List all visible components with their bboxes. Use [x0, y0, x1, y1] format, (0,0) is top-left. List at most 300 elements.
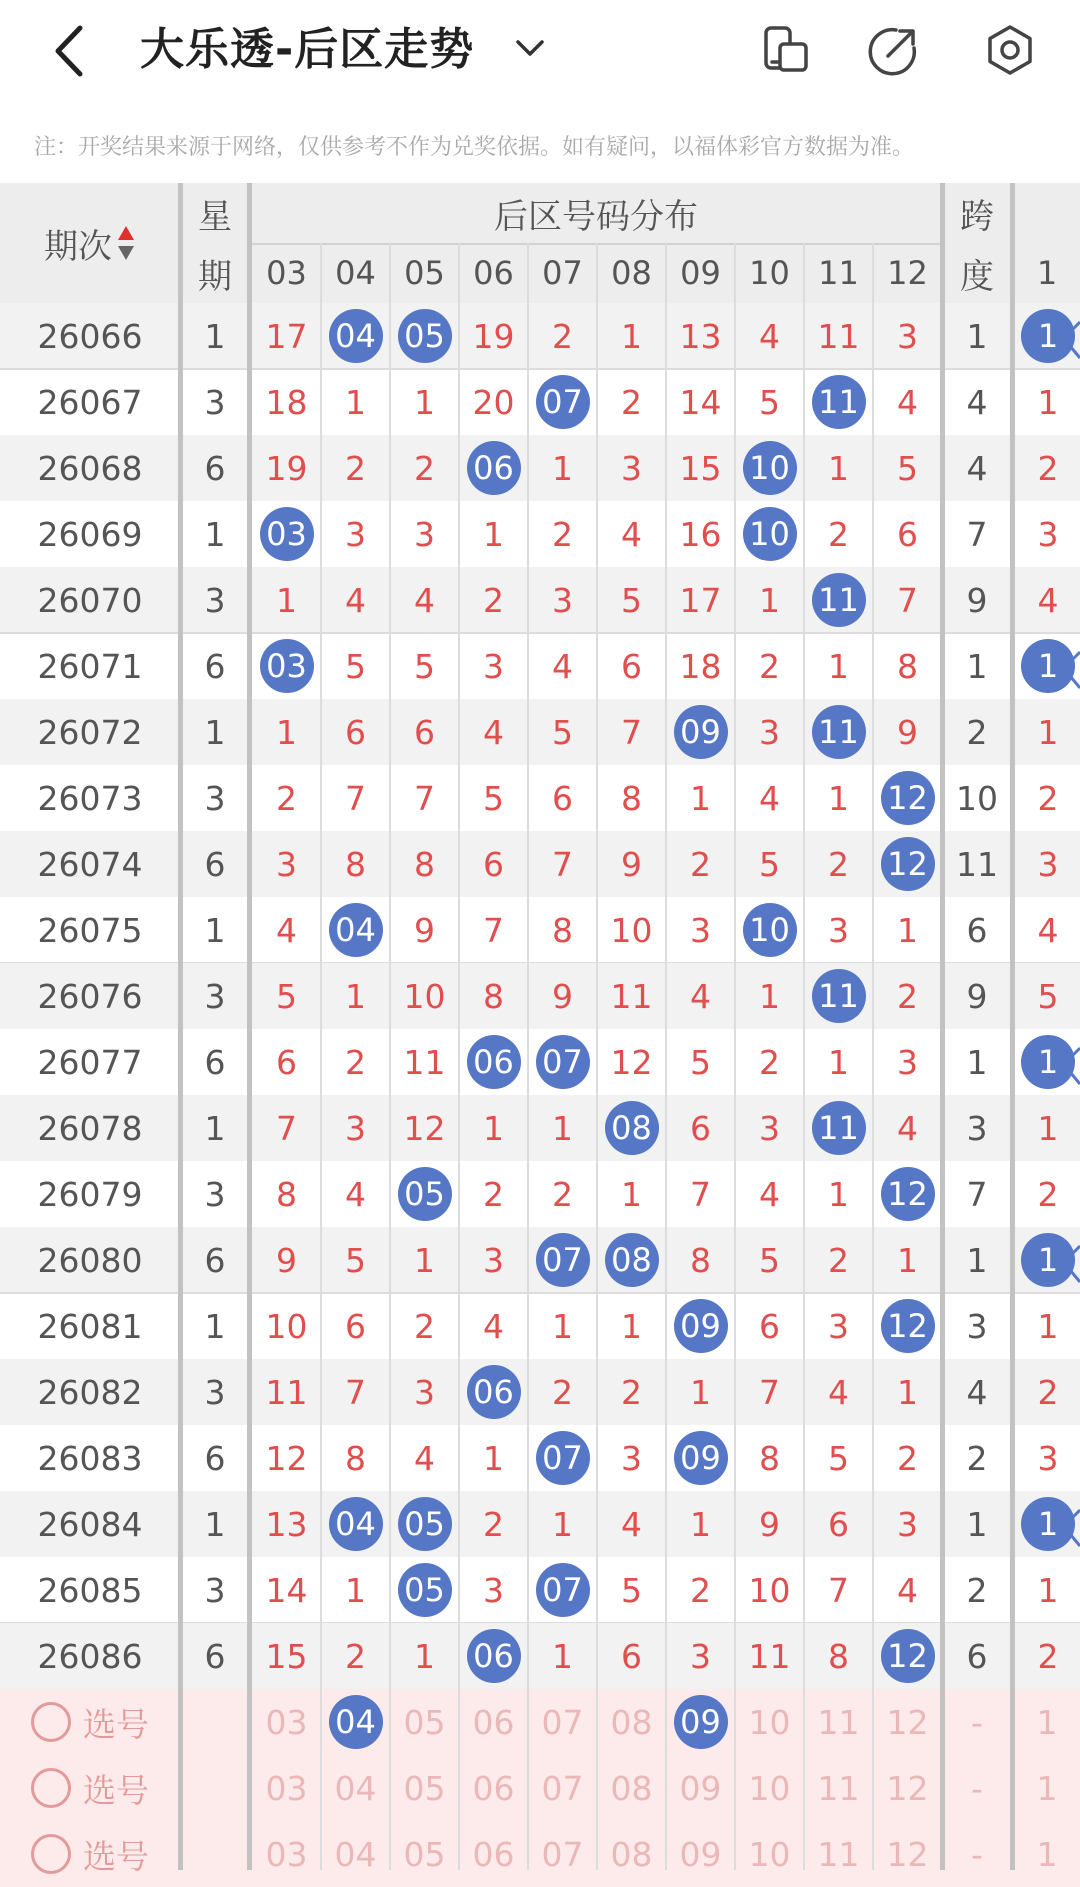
number-cell: 6: [345, 712, 366, 752]
span-cell: 2: [966, 1570, 988, 1610]
number-cell: 11: [265, 1372, 308, 1412]
number-cell: 3: [759, 1108, 780, 1148]
pick-number[interactable]: 07: [541, 1768, 584, 1808]
pick-span: -: [971, 1834, 983, 1874]
extra-cell: 3: [1037, 1438, 1059, 1478]
number-cell: 3: [621, 1438, 642, 1478]
span-cell: 7: [966, 514, 988, 554]
pick-number[interactable]: 09: [679, 1834, 722, 1874]
weekday-cell: 6: [204, 1438, 226, 1478]
pick-extra[interactable]: 1: [1036, 1834, 1058, 1874]
number-cell: 10: [610, 910, 653, 950]
number-cell: 8: [414, 844, 435, 884]
number-cell: 19: [265, 448, 308, 488]
drawn-ball: 05: [398, 309, 452, 363]
table-row: [0, 1293, 1080, 1359]
pick-number[interactable]: 07: [541, 1834, 584, 1874]
pick-number[interactable]: 12: [886, 1768, 929, 1808]
drawn-ball: 12: [881, 771, 935, 825]
selected-ball[interactable]: 04: [329, 1695, 383, 1749]
table-row: [0, 765, 1080, 831]
pick-number[interactable]: 06: [472, 1702, 515, 1742]
column-divider: [527, 243, 529, 1870]
share-icon[interactable]: [866, 22, 922, 78]
number-cell: 1: [621, 1306, 642, 1346]
pick-number[interactable]: 04: [334, 1834, 377, 1874]
number-cell: 1: [621, 1174, 642, 1214]
number-cell: 5: [759, 1240, 780, 1280]
number-cell: 1: [345, 976, 366, 1016]
chevron-down-icon[interactable]: [510, 26, 550, 70]
weekday-cell: 6: [204, 1636, 226, 1676]
pick-number[interactable]: 05: [403, 1702, 446, 1742]
number-cell: 15: [679, 448, 722, 488]
drawn-ball: 11: [812, 705, 866, 759]
pick-number[interactable]: 05: [403, 1768, 446, 1808]
settings-icon[interactable]: [982, 22, 1038, 78]
pick-number[interactable]: 10: [748, 1702, 791, 1742]
chevron-left-icon[interactable]: [40, 16, 100, 86]
drawn-ball: 11: [812, 573, 866, 627]
extra-cell: 3: [1037, 514, 1059, 554]
drawn-ball: 05: [398, 1167, 452, 1221]
number-cell: 5: [552, 712, 573, 752]
pick-extra[interactable]: 1: [1036, 1702, 1058, 1742]
extra-cell: 4: [1037, 580, 1059, 620]
number-cell: 2: [759, 646, 780, 686]
pick-number[interactable]: 08: [610, 1702, 653, 1742]
number-cell: 10: [403, 976, 446, 1016]
drawn-ball: 1: [1021, 639, 1075, 693]
number-cell: 1: [621, 316, 642, 356]
number-cell: 3: [414, 1372, 435, 1412]
number-cell: [666, 1425, 735, 1491]
column-divider: [458, 243, 460, 1870]
drawn-ball: 09: [674, 1431, 728, 1485]
number-cell: 8: [276, 1174, 297, 1214]
pick-number[interactable]: 04: [334, 1768, 377, 1808]
number-cell: 4: [621, 514, 642, 554]
pick-selector[interactable]: [0, 1689, 180, 1755]
number-cell: 7: [897, 580, 918, 620]
drawn-ball: 1: [1021, 1233, 1075, 1287]
pick-label: 选号: [83, 1836, 149, 1876]
number-cell: 9: [414, 910, 435, 950]
table-row: [0, 369, 1080, 435]
number-cell: 6: [621, 646, 642, 686]
number-cell: 4: [552, 646, 573, 686]
number-cell: 7: [552, 844, 573, 884]
number-cell: 4: [759, 316, 780, 356]
drawn-ball: 10: [743, 903, 797, 957]
table-row: [0, 897, 1080, 963]
number-cell: 5: [276, 976, 297, 1016]
extra-cell: 1: [1037, 1108, 1059, 1148]
drawn-ball: 07: [536, 1035, 590, 1089]
number-cell: [459, 435, 528, 501]
span-cell: 3: [966, 1306, 988, 1346]
number-cell: 9: [621, 844, 642, 884]
span-cell: 1: [966, 1042, 988, 1082]
number-cell: 13: [265, 1504, 308, 1544]
number-cell: 6: [483, 844, 504, 884]
number-cell: [873, 831, 942, 897]
col-span-header-top: 跨: [960, 196, 994, 237]
number-cell: 2: [621, 382, 642, 422]
drawn-ball: 07: [536, 1233, 590, 1287]
number-cell: 2: [414, 448, 435, 488]
drawn-ball: 07: [536, 1431, 590, 1485]
number-cell: [804, 567, 873, 633]
pick-number[interactable]: 11: [817, 1834, 860, 1874]
period-cell: 26075: [37, 910, 143, 950]
number-cell: [528, 1425, 597, 1491]
drawn-ball: 08: [605, 1233, 659, 1287]
number-cell: 1: [552, 448, 573, 488]
number-cell: 3: [828, 910, 849, 950]
number-cell: [873, 765, 942, 831]
table-row: [0, 501, 1080, 567]
weekday-cell: 6: [204, 448, 226, 488]
radio-icon[interactable]: [31, 1834, 71, 1874]
number-cell: 20: [472, 382, 515, 422]
number-cell: 2: [621, 1372, 642, 1412]
pick-extra[interactable]: 1: [1036, 1768, 1058, 1808]
table-row: [0, 1359, 1080, 1425]
number-cell: [390, 303, 459, 369]
number-cell: [459, 1029, 528, 1095]
number-cell: [321, 303, 390, 369]
number-cell: 4: [483, 1306, 504, 1346]
number-cell: 9: [897, 712, 918, 752]
number-cell: 6: [414, 712, 435, 752]
number-cell: 9: [276, 1240, 297, 1280]
number-cell: 3: [690, 910, 711, 950]
number-cell: 15: [265, 1636, 308, 1676]
span-cell: 2: [966, 1438, 988, 1478]
number-cell: 4: [345, 580, 366, 620]
number-cell: 2: [276, 778, 297, 818]
pick-number[interactable]: 06: [472, 1834, 515, 1874]
period-cell: 26077: [37, 1042, 143, 1082]
drawn-ball: 09: [674, 1299, 728, 1353]
number-cell: 11: [610, 976, 653, 1016]
table-row: [0, 1095, 1080, 1161]
drawn-ball: 04: [329, 903, 383, 957]
number-cell: 3: [690, 1636, 711, 1676]
number-cell: 7: [621, 712, 642, 752]
number-cell: [321, 897, 390, 963]
weekday-cell: 1: [204, 712, 226, 752]
selected-ball[interactable]: 09: [674, 1695, 728, 1749]
pick-number[interactable]: 09: [679, 1768, 722, 1808]
weekday-cell: 1: [204, 1504, 226, 1544]
drawn-ball: 11: [812, 1101, 866, 1155]
number-cell: 6: [759, 1306, 780, 1346]
number-cell: 4: [897, 382, 918, 422]
page-title[interactable]: 大乐透-后区走势: [140, 24, 475, 75]
span-cell: 2: [966, 712, 988, 752]
number-cell: [390, 1161, 459, 1227]
weekday-cell: 6: [204, 1240, 226, 1280]
col-number-header: 11: [818, 254, 859, 292]
number-cell: 2: [345, 1636, 366, 1676]
drawn-ball: 10: [743, 507, 797, 561]
col-number-header: 03: [266, 254, 307, 292]
number-cell: 2: [828, 514, 849, 554]
disclaimer-notice: 注：开奖结果来源于网络，仅供参考不作为兑奖依据。如有疑问，以福体彩官方数据为准。: [34, 135, 915, 160]
drawn-ball: 06: [467, 1035, 521, 1089]
drawn-ball: 1: [1021, 1035, 1075, 1089]
pick-number[interactable]: 10: [748, 1768, 791, 1808]
number-cell: [804, 1095, 873, 1161]
pick-number[interactable]: 12: [886, 1834, 929, 1874]
number-cell: 16: [679, 514, 722, 554]
drawn-ball: 07: [536, 375, 590, 429]
number-cell: 3: [483, 1570, 504, 1610]
number-cell: [252, 633, 321, 699]
pick-number[interactable]: 08: [610, 1834, 653, 1874]
pick-number[interactable]: [321, 1689, 390, 1755]
sort-icon[interactable]: [116, 224, 136, 262]
number-cell: 8: [897, 646, 918, 686]
number-cell: 1: [345, 382, 366, 422]
column-divider: [734, 243, 736, 1870]
number-cell: [528, 1029, 597, 1095]
period-cell: 26066: [37, 316, 143, 356]
number-cell: [597, 1227, 666, 1293]
period-cell: 26081: [37, 1306, 143, 1346]
number-cell: 2: [552, 1174, 573, 1214]
pick-span: -: [971, 1702, 983, 1742]
number-cell: 9: [759, 1504, 780, 1544]
drawn-ball: 09: [674, 705, 728, 759]
period-cell: 26072: [37, 712, 143, 752]
weekday-cell: 6: [204, 1042, 226, 1082]
number-cell: 2: [414, 1306, 435, 1346]
number-cell: 12: [265, 1438, 308, 1478]
period-cell: 26079: [37, 1174, 143, 1214]
period-cell: 26085: [37, 1570, 143, 1610]
span-cell: 9: [966, 580, 988, 620]
number-cell: [873, 1623, 942, 1689]
number-cell: [735, 435, 804, 501]
extra-cell: [1018, 633, 1078, 699]
drawn-ball: 06: [467, 441, 521, 495]
column-divider: [178, 183, 183, 1870]
device-switch-icon[interactable]: [758, 22, 814, 78]
extra-cell: [1018, 1029, 1078, 1095]
pick-label: 选号: [83, 1770, 149, 1810]
number-cell: [804, 369, 873, 435]
number-cell: 2: [483, 1174, 504, 1214]
number-cell: 8: [345, 1438, 366, 1478]
number-cell: 6: [552, 778, 573, 818]
weekday-cell: 3: [204, 778, 226, 818]
number-cell: 1: [828, 778, 849, 818]
weekday-cell: 1: [204, 910, 226, 950]
extra-cell: [1018, 1491, 1078, 1557]
number-cell: [597, 1095, 666, 1161]
number-cell: 1: [414, 382, 435, 422]
drawn-ball: 12: [881, 1299, 935, 1353]
pick-number[interactable]: 03: [265, 1702, 308, 1742]
number-cell: 1: [828, 646, 849, 686]
number-cell: 12: [610, 1042, 653, 1082]
pick-number[interactable]: 06: [472, 1768, 515, 1808]
pick-number[interactable]: 03: [265, 1768, 308, 1808]
number-cell: 3: [759, 712, 780, 752]
number-cell: 3: [897, 1042, 918, 1082]
number-cell: [666, 699, 735, 765]
period-cell: 26076: [37, 976, 143, 1016]
number-cell: 4: [276, 910, 297, 950]
col-span-header-bottom: 度: [960, 256, 994, 297]
number-cell: 8: [759, 1438, 780, 1478]
weekday-cell: 1: [204, 514, 226, 554]
extra-cell: 1: [1037, 1306, 1059, 1346]
number-cell: 1: [897, 1240, 918, 1280]
period-cell: 26078: [37, 1108, 143, 1148]
column-divider: [320, 243, 322, 1870]
pick-number[interactable]: 07: [541, 1702, 584, 1742]
extra-col-header: 1: [1036, 254, 1058, 292]
number-cell: 1: [483, 514, 504, 554]
table-row: [0, 633, 1080, 699]
extra-cell: 5: [1037, 976, 1059, 1016]
column-divider: [596, 243, 598, 1870]
column-divider: [665, 243, 667, 1870]
number-cell: 1: [483, 1438, 504, 1478]
number-cell: [321, 1491, 390, 1557]
drawn-ball: 1: [1021, 309, 1075, 363]
number-cell: 1: [483, 1108, 504, 1148]
drawn-ball: 03: [260, 507, 314, 561]
pick-number[interactable]: 12: [886, 1702, 929, 1742]
number-cell: 2: [552, 316, 573, 356]
span-cell: 1: [966, 646, 988, 686]
number-cell: [252, 501, 321, 567]
pick-number[interactable]: 10: [748, 1834, 791, 1874]
period-cell: 26080: [37, 1240, 143, 1280]
col-period-header[interactable]: 期次: [0, 183, 180, 303]
number-cell: 1: [345, 1570, 366, 1610]
column-divider: [872, 243, 874, 1870]
pick-row: [0, 1821, 1080, 1887]
col-number-header: 12: [887, 254, 928, 292]
pick-number[interactable]: 08: [610, 1768, 653, 1808]
extra-cell: 2: [1037, 1174, 1059, 1214]
number-cell: 3: [483, 1240, 504, 1280]
drawn-ball: 06: [467, 1365, 521, 1419]
number-cell: 1: [690, 1504, 711, 1544]
period-cell: 26086: [37, 1636, 143, 1676]
number-cell: [735, 897, 804, 963]
number-cell: 4: [828, 1372, 849, 1412]
number-cell: 8: [828, 1636, 849, 1676]
number-cell: 3: [345, 514, 366, 554]
pick-number[interactable]: 11: [817, 1702, 860, 1742]
weekday-cell: 3: [204, 1174, 226, 1214]
pick-selector[interactable]: [0, 1821, 180, 1887]
period-cell: 26071: [37, 646, 143, 686]
number-cell: 3: [621, 448, 642, 488]
number-cell: 1: [276, 580, 297, 620]
pick-number[interactable]: 11: [817, 1768, 860, 1808]
pick-number[interactable]: 05: [403, 1834, 446, 1874]
number-cell: 5: [621, 1570, 642, 1610]
number-cell: [804, 699, 873, 765]
number-cell: 2: [897, 1438, 918, 1478]
number-cell: 8: [483, 976, 504, 1016]
pick-row: [0, 1755, 1080, 1821]
number-cell: 6: [345, 1306, 366, 1346]
number-cell: [459, 1359, 528, 1425]
number-cell: 2: [552, 1372, 573, 1412]
period-cell: 26074: [37, 844, 143, 884]
span-cell: 1: [966, 316, 988, 356]
col-number-header: 05: [404, 254, 445, 292]
pick-selector[interactable]: [0, 1755, 180, 1821]
extra-cell: 2: [1037, 1372, 1059, 1412]
span-cell: 1: [966, 1504, 988, 1544]
number-cell: 1: [552, 1636, 573, 1676]
weekday-cell: 6: [204, 646, 226, 686]
weekday-cell: 1: [204, 1306, 226, 1346]
number-cell: 19: [472, 316, 515, 356]
number-cell: 2: [759, 1042, 780, 1082]
weekday-cell: 3: [204, 382, 226, 422]
number-cell: 4: [345, 1174, 366, 1214]
radio-icon[interactable]: [31, 1702, 71, 1742]
table-row: [0, 963, 1080, 1029]
number-cell: 5: [345, 1240, 366, 1280]
col-group-header: 后区号码分布: [494, 196, 698, 237]
number-cell: 1: [828, 1042, 849, 1082]
number-cell: 3: [483, 646, 504, 686]
pick-number[interactable]: [666, 1689, 735, 1755]
radio-icon[interactable]: [31, 1768, 71, 1808]
pick-number[interactable]: 03: [265, 1834, 308, 1874]
table-row: [0, 1623, 1080, 1689]
extra-cell: [1018, 1227, 1078, 1293]
number-cell: 7: [483, 910, 504, 950]
number-cell: 1: [897, 1372, 918, 1412]
number-cell: 4: [759, 778, 780, 818]
span-cell: 6: [966, 910, 988, 950]
number-cell: 1: [897, 910, 918, 950]
number-cell: 14: [679, 382, 722, 422]
number-cell: 2: [345, 448, 366, 488]
number-cell: 4: [414, 580, 435, 620]
drawn-ball: 12: [881, 1167, 935, 1221]
number-cell: 17: [679, 580, 722, 620]
number-cell: [528, 1557, 597, 1623]
number-cell: 2: [828, 1240, 849, 1280]
number-cell: 1: [414, 1240, 435, 1280]
number-cell: 5: [483, 778, 504, 818]
weekday-cell: 6: [204, 844, 226, 884]
period-cell: 26070: [37, 580, 143, 620]
number-cell: 17: [265, 316, 308, 356]
number-cell: [873, 1293, 942, 1359]
weekday-cell: 3: [204, 976, 226, 1016]
number-cell: [804, 963, 873, 1029]
number-cell: 5: [414, 646, 435, 686]
number-cell: 4: [621, 1504, 642, 1544]
number-cell: 1: [759, 976, 780, 1016]
number-cell: [666, 1293, 735, 1359]
